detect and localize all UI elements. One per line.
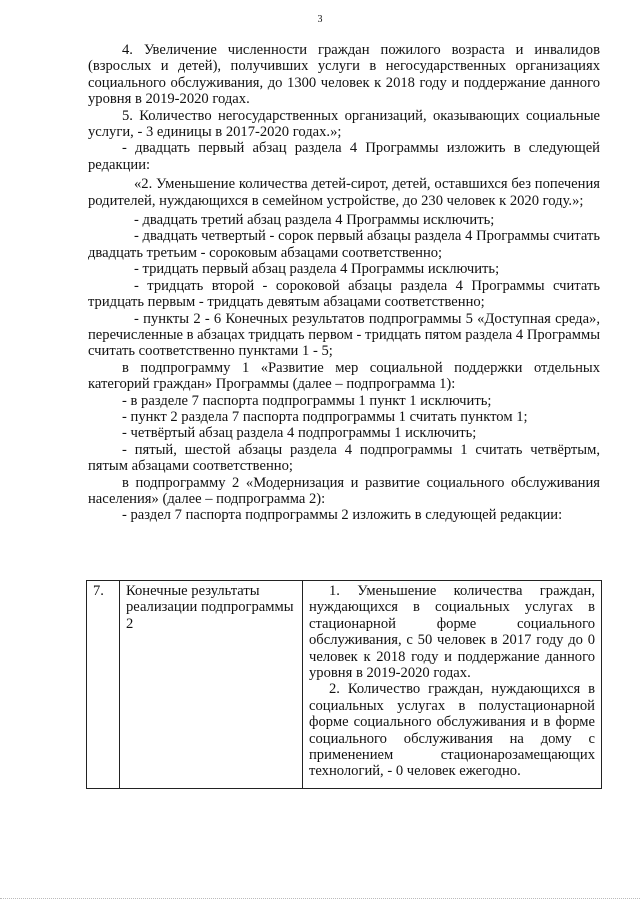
paragraph: - в разделе 7 паспорта подпрограммы 1 пункт 1 исключить; xyxy=(122,392,492,409)
paragraph: - пятый, шестой абзацы раздела 4 подпрограммы 1 считать четвёртым, пятым абзацами соответственно; xyxy=(88,441,600,475)
scan-edge-line xyxy=(0,898,640,899)
table-row xyxy=(87,581,602,789)
results-table xyxy=(86,580,602,789)
paragraph: - тридцать первый абзац раздела 4 Программы исключить; xyxy=(134,261,500,278)
label-cell: Конечные результаты реализации подпрограммы 2 xyxy=(120,581,303,789)
paragraph: - двадцать третий абзац раздела 4 Программы исключить; xyxy=(134,212,495,229)
paragraph: 5. Количество негосударственных организаций, оказывающих социальные услуги, - 3 единицы в 2017-2020 годах.»; xyxy=(88,107,600,141)
paragraph: - пункты 2 - 6 Конечных результатов подпрограммы 5 «Доступная среда», перечисленные в абзацах тридцать первом - тридцать пятом раздела 4 Программы считать соответственно пунктами 1 - 5; xyxy=(88,310,601,360)
paragraph: - раздел 7 паспорта подпрограммы 2 изложить в следующей редакции: xyxy=(122,507,563,524)
paragraph: - двадцать первый абзац раздела 4 Программы изложить в следующей редакции: xyxy=(88,140,600,173)
paragraph: в подпрограмму 2 «Модернизация и развитие социального обслуживания населения» (далее – подпрограмма 2): xyxy=(88,474,600,507)
paragraph: - пункт 2 раздела 7 паспорта подпрограммы 1 считать пунктом 1; xyxy=(122,408,528,425)
paragraph: - двадцать четвертый - сорок первый абзацы раздела 4 Программы считать двадцать третьим - сороковым абзацами соответственно; xyxy=(88,228,600,261)
paragraph: - тридцать второй - сороковой абзацы раздела 4 Программы считать тридцать первым - тридцать девятым абзацами соответственно; xyxy=(88,277,600,311)
result-item: 1. Уменьшение количества граждан, нуждающихся в социальных услугах в стационарной форме социального обслуживания, с 50 человек в 2017 году до 0 человек к 2018 году и поддержание данного уровня в 2019-2020 годах. xyxy=(309,583,595,682)
paragraph: «2. Уменьшение количества детей-сирот, детей, оставшихся без попечения родителей, нуждающихся в семейном устройстве, до 230 человек к 2020 году.»; xyxy=(88,176,600,209)
results-cell xyxy=(303,581,602,789)
row-number-cell: 7. xyxy=(87,581,120,789)
page-number: 3 xyxy=(317,14,323,25)
paragraph: 4. Увеличение численности граждан пожилого возраста и инвалидов (взрослых и детей), получивших услуги в негосударственных организациях социального обслуживания, до 1300 человек к 2018 году и поддержание данного уровня в 2019-2020 годах. xyxy=(88,42,600,108)
paragraph: в подпрограмму 1 «Развитие мер социальной поддержки отдельных категорий граждан» Программы (далее – подпрограмма 1): xyxy=(88,359,600,393)
paragraph: - четвёртый абзац раздела 4 подпрограммы 1 исключить; xyxy=(122,425,477,442)
result-item: 2. Количество граждан, нуждающихся в социальных услугах в полустационарной форме социального обслуживания и в форме социального обслуживания на дому с применением стационарозамещающих технологий, - 0 человек ежегодно. xyxy=(309,681,595,780)
document-body xyxy=(88,42,600,524)
